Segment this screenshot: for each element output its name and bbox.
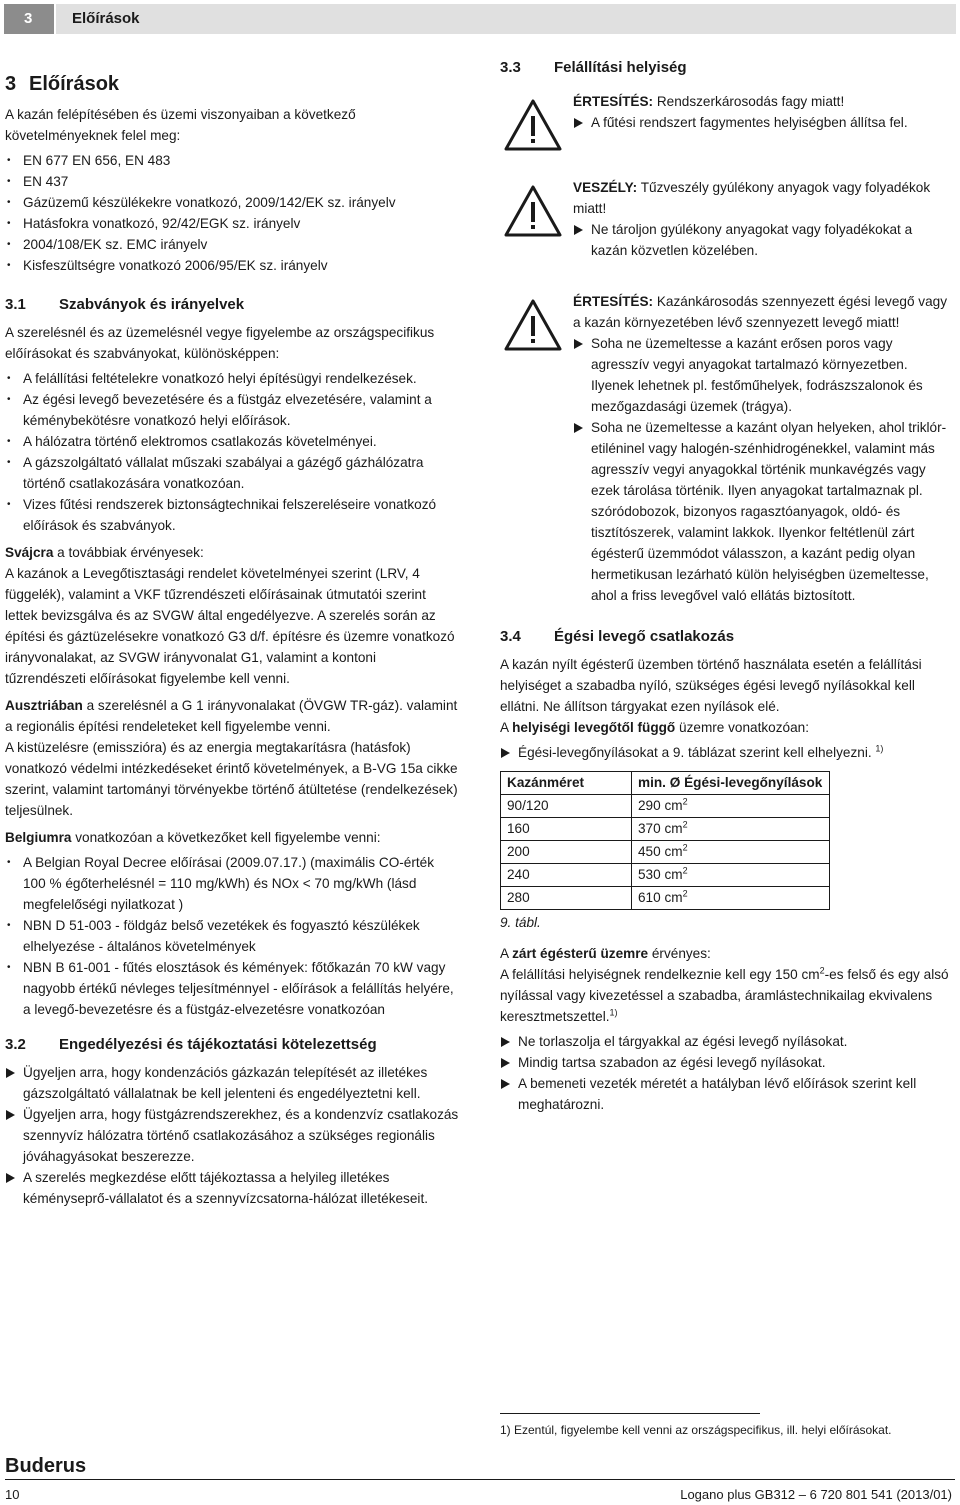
section-3-3-heading — [500, 57, 950, 79]
closed-post: érvényes: — [648, 946, 711, 961]
cell-value: 370 cm — [638, 821, 683, 836]
open-label: helyiségi levegőtől függő — [512, 720, 676, 735]
austria-intro-text: a szerelésnél a G 1 irányvonalakat (ÖVGW TR-gáz). valamint a regionális építési rendeleteket kell figyelembe venni. — [5, 698, 458, 734]
table-header: Kazánméret — [501, 772, 632, 795]
list-item: Mindig tartsa szabadon az égési levegő nyílásokat. — [500, 1052, 950, 1073]
footnote-ref: 1) — [875, 743, 884, 754]
danger-fire — [500, 177, 950, 261]
section-number: 3.2 — [5, 1036, 26, 1053]
belgium-label: Belgiumra — [5, 830, 72, 845]
list-item: A bemeneti vezeték méretét a hatályban lévő előírások szerint kell meghatározni. — [500, 1073, 950, 1115]
table-caption: 9. tábl. — [500, 915, 541, 930]
chapter-number: 3 — [4, 4, 54, 34]
closed-label: zárt égésterű üzemre — [512, 946, 649, 961]
open-combustion-list — [500, 742, 950, 763]
swiss-text: A kazánok a Levegőtisztasági rendelet követelményei szerint (LRV, 4 függelék), valamint a VKF tűzrendészeti előírásainak útmutatói szerint lettek bevizsgálva és az SVGW által engedélyezve. A szerelés során az építési és gáztüzelésekre vonatkozó G3 d/f. építésre és üzemre vonatkozó irányvonalakat, az SVGW irányvonalat G1, valamint a kontoni tűzrendészeti előírásokat figyelembe kell venni. — [5, 566, 455, 686]
list-item: • EN 437 — [5, 171, 460, 192]
footnote: 1) Ezentúl, figyelembe kell venni az országspecifikus, ill. helyi előírásokat. — [500, 1423, 892, 1437]
list-item: • Hatásfokra vonatkozó, 92/42/EGK sz. irányelv — [5, 213, 460, 234]
table-row — [501, 795, 830, 818]
warning-triangle-icon — [502, 183, 564, 239]
open-combustion-intro — [500, 717, 950, 738]
notice-message: Rendszerkárosodás fagy miatt! — [653, 94, 845, 109]
section-3-4-heading — [500, 626, 950, 648]
belgium-list — [5, 852, 460, 1020]
list-item: • Vizes fűtési rendszerek biztonságtechnikai felszereléseire vonatkozó előírások és szabványok. — [5, 494, 460, 536]
closed-text-b: -es felső és egy alsó nyílással vagy kivezetéssel a szabadba, áramlástechnikailag ekvivalens keresztmetszettel. — [500, 967, 949, 1024]
table-row — [501, 818, 830, 841]
chapter-title: Előírások — [56, 4, 956, 34]
action-list — [573, 333, 950, 606]
section-3-4-intro: A kazán nyílt égésterű üzemben történő használata esetén a felállítási helyiséget a szabadba nyíló, szükséges égési levegő nyílásokkal kell ellátni. Ne állítson tárgyakat ezen nyílások elé. — [500, 657, 922, 714]
table-cell — [632, 887, 830, 910]
section-3-1-heading — [5, 294, 460, 316]
list-item: • Kisfeszültségre vonatkozó 2006/95/EK sz. irányelv — [5, 255, 460, 276]
section-title: Szabványok és irányelvek — [59, 296, 245, 313]
table-cell — [632, 818, 830, 841]
list-item: Ne torlaszolja el tárgyakkal az égési levegő nyílásokat. — [500, 1031, 950, 1052]
warning-triangle-icon — [502, 97, 564, 153]
list-item: • EN 677 EN 656, EN 483 — [5, 150, 460, 171]
section-3-intro: A kazán felépítésében és üzemi viszonyaiban a következő követelményeknek felel meg: — [5, 107, 356, 143]
closed-pre: A — [500, 946, 513, 961]
cell-value: 530 cm — [638, 867, 683, 882]
table-cell — [632, 795, 830, 818]
cell-value: 610 cm — [638, 890, 683, 905]
directive-list — [5, 150, 460, 276]
section-3-1-intro: A szerelésnél és az üzemelésnél vegye figyelembe az országspecifikus előírásokat és szabványokat, különösképpen: — [5, 325, 435, 361]
list-item: A szerelés megkezdése előtt tájékoztassa a helyileg illetékes kéményseprő-vállalatot és a szennyvízcsatorna-hálózat illetékeseit. — [5, 1167, 460, 1209]
list-item: Ne tároljon gyúlékony anyagokat vagy folyadékokat a kazán közvetlen közelében. — [573, 219, 950, 261]
table-row — [501, 864, 830, 887]
list-item: • A felállítási feltételekre vonatkozó helyi építésügyi rendelkezések. — [5, 368, 460, 389]
footer-divider — [5, 1479, 955, 1480]
notice-label: VESZÉLY: — [573, 180, 638, 195]
section-number: 3.1 — [5, 296, 26, 313]
notice-message: Kazánkárosodás szennyezett égési levegő vagy a kazán környezetében lévő szennyezett levegő miatt! — [573, 294, 948, 330]
air-opening-table — [500, 771, 830, 910]
footnote-ref: 1) — [609, 1007, 618, 1018]
unit-exponent: 2 — [682, 888, 688, 899]
belgium-intro — [5, 827, 460, 848]
table-cell: 280 — [501, 887, 632, 910]
unit-exponent: 2 — [682, 819, 688, 830]
cell-value: 450 cm — [638, 844, 683, 859]
section-title: Égési levegő csatlakozás — [554, 628, 735, 645]
document-id: Logano plus GB312 – 6 720 801 541 (2013/01) — [680, 1487, 952, 1502]
open-post: üzemre vonatkozóan: — [675, 720, 809, 735]
austria-intro — [5, 695, 460, 737]
list-item: • Az égési levegő bevezetésére és a füstgáz elvezetésére, valamint a kéménybekötésre vonatkozó helyi előírások. — [5, 389, 460, 431]
section-3-2-heading — [5, 1034, 460, 1056]
brand-logo: Buderus — [5, 1455, 87, 1477]
list-item-text: Égési-levegőnyílásokat a 9. táblázat szerint kell elhelyezni. — [518, 745, 872, 760]
notice-text — [573, 177, 950, 219]
section-number: 3.3 — [500, 59, 521, 76]
standards-list — [5, 368, 460, 536]
footnote-divider — [500, 1413, 760, 1414]
list-item: • 2004/108/EK sz. EMC irányelv — [5, 234, 460, 255]
list-item: • A hálózatra történő elektromos csatlakozás követelményei. — [5, 431, 460, 452]
page-header — [4, 4, 956, 34]
notice-label: ÉRTESÍTÉS: — [573, 294, 654, 309]
unit-exponent: 2 — [682, 865, 688, 876]
list-item — [500, 742, 950, 763]
list-item: • Gázüzemű készülékekre vonatkozó, 2009/142/EK sz. irányelv — [5, 192, 460, 213]
notification-list — [5, 1062, 460, 1209]
section-3-heading — [5, 70, 460, 98]
list-item: A fűtési rendszert fagymentes helyiségben állítsa fel. — [573, 112, 950, 133]
list-item: Ügyeljen arra, hogy kondenzációs gázkazán telepítését az illetékes gázszolgáltató vállalatnak be kell jelenteni és engedélyeztetni kell. — [5, 1062, 460, 1104]
section-number: 3 — [5, 73, 17, 95]
list-item: • A gázszolgáltató vállalat műszaki szabályai a gázégő gázhálózatra történő csatlakozására vonatkozóan. — [5, 452, 460, 494]
closed-text-a: A felállítási helyiségnek rendelkeznie kell egy 150 cm — [500, 967, 820, 982]
swiss-intro-text: a továbbiak érvényesek: — [53, 545, 204, 560]
notice-text — [573, 291, 950, 333]
unit-exponent: 2 — [682, 796, 688, 807]
table-cell — [632, 864, 830, 887]
notice-air-quality — [500, 291, 950, 606]
table-cell: 90/120 — [501, 795, 632, 818]
closed-combustion-list — [500, 1031, 950, 1115]
unit-exponent: 2 — [682, 842, 688, 853]
notice-message: Tűzveszély gyúlékony anyagok vagy folyadékok miatt! — [573, 180, 931, 216]
list-item: Ügyeljen arra, hogy füstgázrendszerekhez, és a kondenzvíz csatlakozás szennyvíz hálózatra történő csatlakozásához a szükséges regionális jóváhagyásokat beszerezze. — [5, 1104, 460, 1167]
table-cell — [632, 841, 830, 864]
list-item: • A Belgian Royal Decree előírásai (2009.07.17.) (maximális CO-érték 100 % égőterhelésnél = 110 mg/kWh) és NOx < 70 mg/kWh (lásd megfelelőségi nyilatkozat ) — [5, 852, 460, 915]
notice-frost — [500, 91, 950, 153]
list-item: Soha ne üzemeltesse a kazánt olyan helyeken, ahol triklór-etiléninel vagy halogén-szénhidrogénekkel, valamint más agresszív vegyi anyagokkal történik munkavégzés vagy ezek tárolása történik. Ilyen anyagokat tartalmaznak pl. szóródobozok, bizonyos ragasztóanyagok, oldó- és tisztítószerek, valamint lakkok. Ilyenkor feltétlenül zárt égésterű üzemmódot válasszon, a kazánt pedig olyan hermetikusan lezárható külön helyiségben üzemeltesse, ahol a friss levegővel való ellátás biztosított. — [573, 417, 950, 606]
page-number: 10 — [5, 1487, 20, 1502]
cell-value: 290 cm — [638, 798, 683, 813]
austria-label: Ausztriában — [5, 698, 83, 713]
notice-label: ÉRTESÍTÉS: — [573, 94, 654, 109]
section-title: Előírások — [29, 73, 120, 95]
list-item: • NBN B 61-001 - fűtés elosztások és kémények: főtőkazán 70 kW vagy nagyobb értékű névleges teljesítménnyel - előírások a felállítás helyére, a levegő-bevezetésre és a füstgáz-elvezetésre vonatkozóan — [5, 957, 460, 1020]
closed-combustion-text — [500, 964, 950, 1027]
swiss-intro — [5, 542, 460, 563]
table-header: min. Ø Égési-levegőnyílások — [632, 772, 830, 795]
closed-combustion-intro — [500, 943, 950, 964]
action-list — [573, 112, 950, 133]
notice-text — [573, 91, 950, 112]
swiss-label: Svájcra — [5, 545, 54, 560]
right-column — [500, 57, 950, 1121]
list-item: • NBN D 51-003 - földgáz belső vezetékek és fogyasztó készülékek elhelyezése - általános követelmények — [5, 915, 460, 957]
open-pre: A — [500, 720, 513, 735]
section-number: 3.4 — [500, 628, 521, 645]
table-row — [501, 841, 830, 864]
table-cell: 200 — [501, 841, 632, 864]
list-item: Soha ne üzemeltesse a kazánt erősen poros vagy agresszív vegyi anyagokat tartalmazó környezetben. Ilyenek lehetnek pl. festőműhelyek, fodrászszalonok és mezőgazdasági üzemek (trágya). — [573, 333, 950, 417]
section-title: Felállítási helyiség — [554, 59, 687, 76]
unit-exponent: 2 — [819, 965, 825, 976]
table-cell: 160 — [501, 818, 632, 841]
section-title: Engedélyezési és tájékoztatási kötelezettség — [59, 1036, 377, 1053]
belgium-intro-text: vonatkozóan a következőket kell figyelembe venni: — [71, 830, 381, 845]
table-cell: 240 — [501, 864, 632, 887]
table-header-row — [501, 772, 830, 795]
austria-text: A kistüzelésre (emisszióra) és az energia megtakarításra (hatásfok) vonatkozó védelmi intézkedéseket érintő követelmények, a B-VG 15a cikke szerint, valamint tartományi törvényekbe történő átültetése (rendelkezések) teljesülnek. — [5, 740, 458, 818]
table-row — [501, 887, 830, 910]
left-column — [5, 70, 460, 1215]
action-list — [573, 219, 950, 261]
warning-triangle-icon — [502, 297, 564, 353]
